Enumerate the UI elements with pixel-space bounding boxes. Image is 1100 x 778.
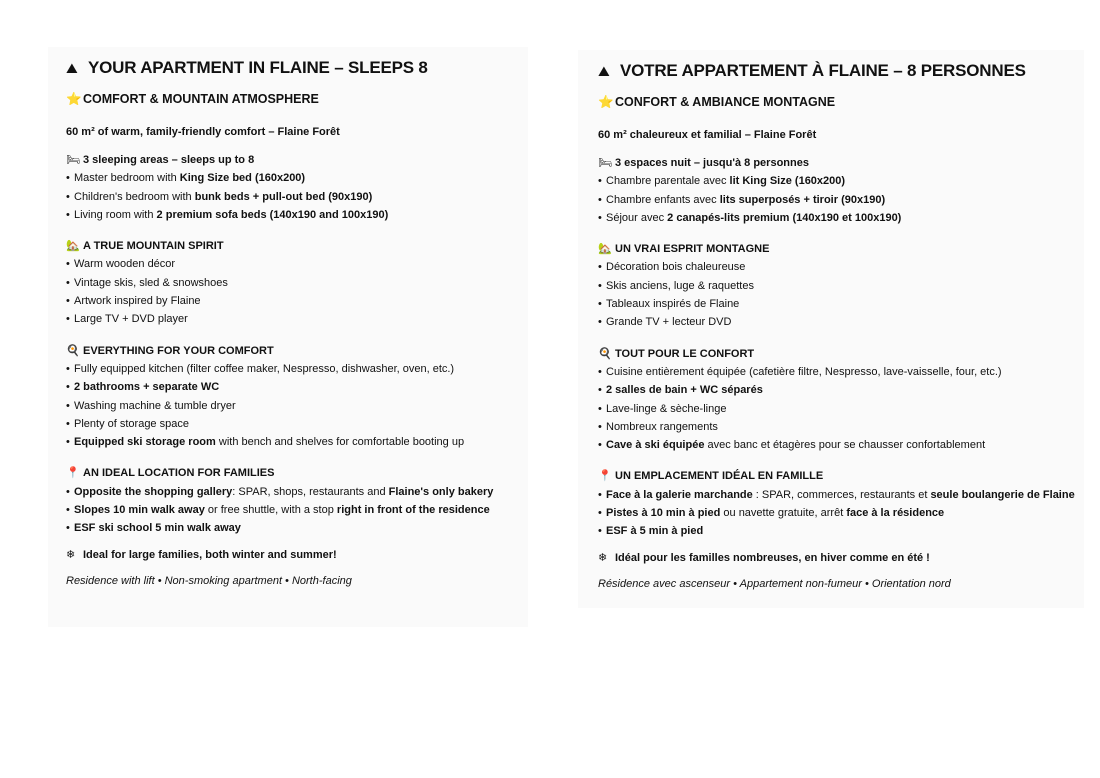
bullet-icon: • <box>598 193 602 206</box>
bullet-icon: • <box>598 439 602 452</box>
bullet-icon: • <box>66 485 70 498</box>
bullet-icon: • <box>598 211 602 224</box>
listing-footer: Residence with lift • Non-smoking apartment • North-facing <box>66 574 352 587</box>
item-text-bold: Face à la galerie marchande <box>606 488 753 501</box>
bullet-icon: • <box>598 420 602 433</box>
bullet-icon: • <box>598 279 602 292</box>
list-item <box>66 255 516 273</box>
frying-pan-icon: 🍳 <box>66 343 80 357</box>
list-item <box>598 381 1072 399</box>
listing-closing-text: Ideal for large families, both winter and summer! <box>83 548 337 561</box>
english-listing-panel <box>48 47 528 627</box>
bullet-icon: • <box>598 316 602 329</box>
section-heading <box>66 151 516 169</box>
listing-title-text: VOTRE APPARTEMENT À FLAINE – 8 PERSONNES <box>620 61 1026 80</box>
feature-sections <box>66 151 516 538</box>
bullet-icon: • <box>598 488 602 501</box>
item-text: : SPAR, commerces, restaurants et <box>752 488 931 501</box>
frying-pan-icon: 🍳 <box>598 346 612 360</box>
item-text-bold: lit King Size (160x200) <box>729 175 846 188</box>
section-heading <box>66 237 516 255</box>
item-text: Living room with <box>74 208 157 221</box>
section-heading <box>598 345 1072 363</box>
bullet-icon: • <box>598 261 602 274</box>
list-item <box>66 519 516 537</box>
feature-section <box>598 345 1072 455</box>
list-item <box>598 418 1072 436</box>
feature-section <box>598 467 1075 540</box>
list-item <box>598 191 1072 209</box>
section-heading-text: EVERYTHING FOR YOUR COMFORT <box>83 344 274 357</box>
feature-section <box>66 464 516 537</box>
list-item <box>598 400 1072 418</box>
bullet-icon: • <box>598 384 602 397</box>
list-item <box>66 433 516 451</box>
listing-subtitle-text: COMFORT & MOUNTAIN ATMOSPHERE <box>83 92 319 106</box>
item-text-bold: ESF à 5 min à pied <box>606 525 704 538</box>
french-listing-panel <box>578 50 1084 608</box>
item-text: Washing machine & tumble dryer <box>74 399 236 412</box>
item-text: Skis anciens, luge & raquettes <box>606 279 754 292</box>
bullet-icon: • <box>66 295 70 308</box>
item-text-bold: 2 canapés-lits premium (140x190 et 100x190) <box>667 211 902 224</box>
bullet-icon: • <box>66 362 70 375</box>
bullet-icon: • <box>598 175 602 188</box>
item-text: Nombreux rangements <box>606 420 718 433</box>
item-text: Décoration bois chaleureuse <box>606 261 746 274</box>
listing-subtitle <box>66 91 516 107</box>
list-item <box>598 277 1072 295</box>
star-icon: ⭐ <box>598 94 614 109</box>
item-text: Séjour avec <box>606 211 668 224</box>
item-text-bold: seule boulangerie de Flaine <box>930 488 1075 501</box>
snowflake-icon: ❄ <box>598 550 608 564</box>
bed-icon: 🛏 <box>66 153 80 166</box>
bullet-icon: • <box>66 258 70 271</box>
item-text-bold: 2 bathrooms + separate WC <box>74 381 220 394</box>
item-text: ou navette gratuite, arrêt <box>720 507 847 520</box>
item-text-bold: Pistes à 10 min à pied <box>606 507 721 520</box>
listing-intro: 60 m² chaleureux et familial – Flaine Forêt <box>598 129 817 141</box>
list-item <box>598 504 1072 522</box>
bullet-icon: • <box>66 436 70 449</box>
item-text: avec banc et étagères pour se chausser confortablement <box>704 439 986 452</box>
bullet-icon: • <box>66 381 70 394</box>
bullet-icon: • <box>66 313 70 326</box>
item-text: Children's bedroom with <box>74 190 195 203</box>
item-text-bold: Equipped ski storage room <box>74 436 216 449</box>
mountain-icon: ⛰ <box>66 61 78 77</box>
item-text-bold: Flaine's only bakery <box>388 485 494 498</box>
item-text: Vintage skis, sled & snowshoes <box>74 276 228 289</box>
item-text: Large TV + DVD player <box>74 313 188 326</box>
item-text-bold: Cave à ski équipée <box>606 439 705 452</box>
feature-section <box>66 151 516 224</box>
section-heading <box>598 240 1072 258</box>
item-text-bold: 2 premium sofa beds (140x190 and 100x190) <box>156 208 389 221</box>
bullet-icon: • <box>66 399 70 412</box>
list-item <box>598 363 1072 381</box>
list-item <box>66 206 516 224</box>
list-item <box>66 378 516 396</box>
item-text-bold: King Size bed (160x200) <box>179 172 306 185</box>
item-text: Plenty of storage space <box>74 417 189 430</box>
item-text-bold: Opposite the shopping gallery <box>74 485 233 498</box>
list-item <box>598 522 1072 540</box>
list-item <box>598 436 1072 454</box>
list-item <box>598 486 1075 504</box>
house-icon: 🏡 <box>66 239 80 253</box>
item-text-bold: lits superposés + tiroir (90x190) <box>719 193 886 206</box>
listing-subtitle-text: CONFORT & AMBIANCE MONTAGNE <box>615 95 836 109</box>
item-text: Warm wooden décor <box>74 258 176 271</box>
list-item <box>598 258 1072 276</box>
item-text: Master bedroom with <box>74 172 180 185</box>
item-text: : SPAR, shops, restaurants and <box>232 485 389 498</box>
bullet-icon: • <box>66 190 70 203</box>
item-text: Fully equipped kitchen (filter coffee maker, Nespresso, dishwasher, oven, etc.) <box>74 362 455 375</box>
item-text-bold: Slopes 10 min walk away <box>74 504 205 517</box>
list-item <box>598 313 1072 331</box>
section-heading <box>598 154 1072 172</box>
item-text: or free shuttle, with a stop <box>204 504 337 517</box>
item-text-bold: 2 salles de bain + WC séparés <box>606 384 763 397</box>
location-pin-icon: 📍 <box>66 466 80 480</box>
section-heading-text: UN VRAI ESPRIT MONTAGNE <box>615 243 770 256</box>
listing-title <box>66 58 516 78</box>
bullet-icon: • <box>598 402 602 415</box>
item-text: Cuisine entièrement équipée (cafetière filtre, Nespresso, lave-vaisselle, four, etc.) <box>606 365 1002 378</box>
item-text-bold: face à la résidence <box>846 507 945 520</box>
feature-section <box>598 240 1072 331</box>
mountain-icon: ⛰ <box>598 64 610 80</box>
section-heading-text: AN IDEAL LOCATION FOR FAMILIES <box>83 467 275 480</box>
list-item <box>66 169 516 187</box>
listing-title-text: YOUR APARTMENT IN FLAINE – SLEEPS 8 <box>88 58 428 77</box>
item-text: Lave-linge & sèche-linge <box>606 402 727 415</box>
feature-section <box>66 342 516 452</box>
list-item <box>66 274 516 292</box>
section-heading-text: 3 sleeping areas – sleeps up to 8 <box>83 154 255 166</box>
item-text: Grande TV + lecteur DVD <box>606 316 732 329</box>
list-item <box>66 360 516 378</box>
bullet-icon: • <box>66 172 70 185</box>
listing-closing-text: Idéal pour les familles nombreuses, en hiver comme en été ! <box>615 551 930 564</box>
list-item <box>66 415 516 433</box>
bullet-icon: • <box>66 504 70 517</box>
section-heading-text: TOUT POUR LE CONFORT <box>615 347 755 360</box>
section-heading-text: UN EMPLACEMENT IDÉAL EN FAMILLE <box>615 470 824 483</box>
list-item <box>66 310 516 328</box>
list-item <box>598 172 1072 190</box>
section-heading <box>66 464 516 482</box>
location-pin-icon: 📍 <box>598 469 612 483</box>
list-item <box>598 209 1072 227</box>
list-item <box>66 483 516 501</box>
item-text: with bench and shelves for comfortable booting up <box>215 436 465 449</box>
section-heading-text: A TRUE MOUNTAIN SPIRIT <box>83 240 224 253</box>
list-item <box>66 501 516 519</box>
feature-section <box>598 154 1072 227</box>
bullet-icon: • <box>598 298 602 311</box>
star-icon: ⭐ <box>66 91 82 106</box>
bullet-icon: • <box>66 276 70 289</box>
listing-subtitle <box>598 94 1072 110</box>
section-heading <box>66 342 516 360</box>
bullet-icon: • <box>598 507 602 520</box>
bullet-icon: • <box>598 525 602 538</box>
section-heading-text: 3 espaces nuit – jusqu'à 8 personnes <box>615 157 809 169</box>
bed-icon: 🛏 <box>598 156 612 169</box>
item-text: Chambre enfants avec <box>606 193 720 206</box>
list-item <box>66 397 516 415</box>
list-item <box>598 295 1072 313</box>
bullet-icon: • <box>66 208 70 221</box>
item-text: Artwork inspired by Flaine <box>74 295 201 308</box>
item-text-bold: bunk beds + pull-out bed (90x190) <box>194 190 373 203</box>
listing-title <box>598 61 1072 81</box>
item-text: Tableaux inspirés de Flaine <box>606 298 740 311</box>
listing-closing <box>66 548 516 561</box>
listing-closing <box>598 551 1072 564</box>
bullet-icon: • <box>598 365 602 378</box>
house-icon: 🏡 <box>598 242 612 256</box>
bullet-icon: • <box>66 522 70 535</box>
item-text-bold: ESF ski school 5 min walk away <box>74 522 241 535</box>
list-item <box>66 292 516 310</box>
snowflake-icon: ❄ <box>66 547 76 561</box>
bullet-icon: • <box>66 417 70 430</box>
feature-section <box>66 237 516 328</box>
item-text: Chambre parentale avec <box>606 175 730 188</box>
item-text-bold: right in front of the residence <box>336 504 490 517</box>
section-heading <box>598 467 1072 485</box>
listing-intro: 60 m² of warm, family-friendly comfort – Flaine Forêt <box>66 126 340 138</box>
listing-footer: Résidence avec ascenseur • Appartement non-fumeur • Orientation nord <box>598 577 951 590</box>
feature-sections <box>598 154 1075 541</box>
list-item <box>66 188 516 206</box>
